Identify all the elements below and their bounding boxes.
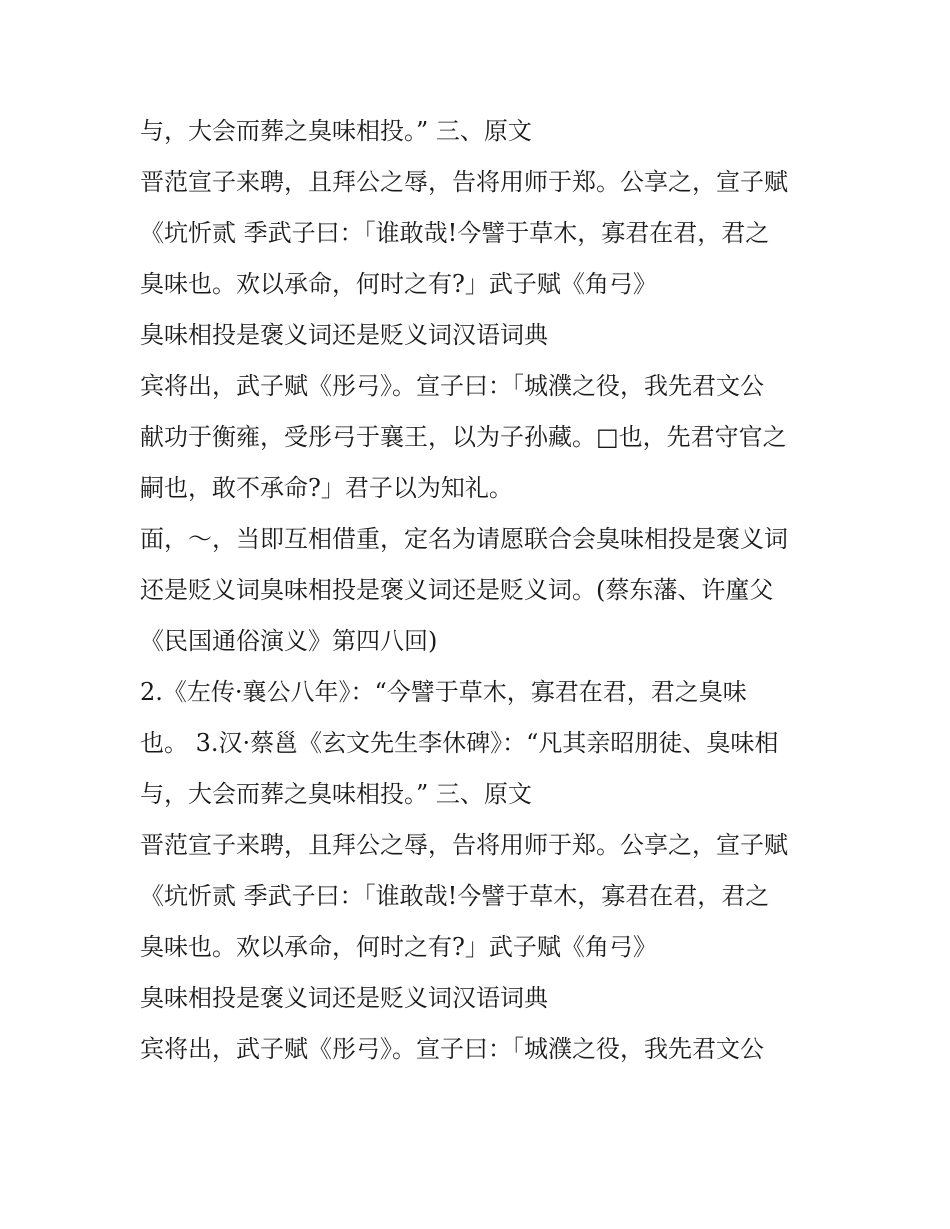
text-line: 宾将出，武子赋《彤弓》。宣子曰：「城濮之役，我先君文公	[140, 1035, 764, 1063]
text-line: 献功于衡雍，受彤弓于襄王，以为子孙藏。□也，先君守官之	[140, 423, 787, 451]
text-line: 晋范宣子来聘，且拜公之辱，告将用师于郑。公享之，宣子赋	[140, 168, 788, 196]
text-line: 嗣也，敢不承命?」君子以为知礼。	[140, 474, 513, 502]
text-line: 与，大会而葬之臭味相投。” 三、原文	[140, 117, 532, 145]
text-line: 臭味也。欢以承命，何时之有?」武子赋《角弓》	[140, 933, 657, 961]
text-line: 《坑忻贰 季武子曰：「谁敢哉!今譬于草木，寡君在君，君之	[140, 219, 770, 247]
text-line: 《民国通俗演义》第四八回)	[140, 627, 438, 655]
document-body	[140, 106, 820, 1075]
text-line: 《坑忻贰 季武子曰：「谁敢哉!今譬于草木，寡君在君，君之	[140, 882, 770, 910]
text-line: 也。 3.汉·蔡邕《玄文先生李休碑》：“凡其亲昭朋徒、臭味相	[140, 729, 779, 757]
text-line: 晋范宣子来聘，且拜公之辱，告将用师于郑。公享之，宣子赋	[140, 831, 788, 859]
text-line: 与，大会而葬之臭味相投。” 三、原文	[140, 780, 532, 808]
text-line: 还是贬义词臭味相投是褒义词还是贬义词。(蔡东藩、许廑父	[140, 576, 774, 604]
text-line: 2.《左传·襄公八年》：“今譬于草木，寡君在君，君之臭味	[140, 678, 747, 706]
text-line: 面，～，当即互相借重，定名为请愿联合会臭味相投是褒义词	[140, 525, 788, 553]
text-line: 臭味相投是褒义词还是贬义词汉语词典	[140, 321, 548, 349]
text-line: 宾将出，武子赋《彤弓》。宣子曰：「城濮之役，我先君文公	[140, 372, 764, 400]
text-line: 臭味相投是褒义词还是贬义词汉语词典	[140, 984, 548, 1012]
text-line: 臭味也。欢以承命，何时之有?」武子赋《角弓》	[140, 270, 657, 298]
